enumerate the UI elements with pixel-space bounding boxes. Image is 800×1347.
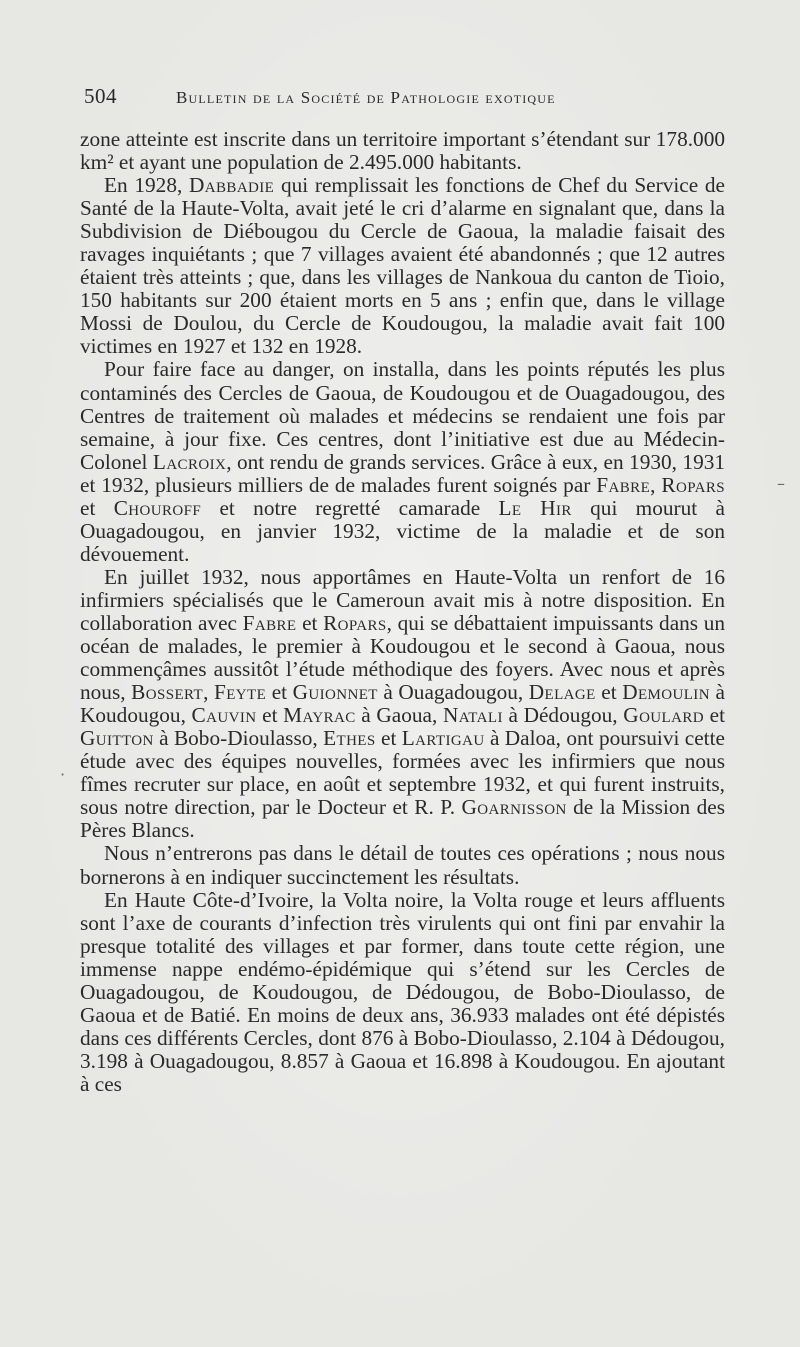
text-segment: En juillet 1932, nous apportâmes en Haute-Volta un renfort de 16 infirmiers spécialisés que le Cameroun avait mis à notre disposition. En collaboration avec [80, 564, 725, 635]
paragraph-reinforcement [80, 566, 725, 843]
text-segment: et notre regretté camarade [201, 495, 499, 520]
author-name: Natali [442, 703, 503, 728]
author-name: Demoulin [622, 680, 710, 705]
body-text [80, 128, 725, 1096]
paragraph-dabbadie [80, 174, 725, 358]
paragraph-treatment-centres [80, 358, 725, 565]
paragraph-continuation [80, 128, 725, 174]
author-name: Fabre [242, 610, 297, 635]
text-segment: à Ouagadougou, [377, 680, 529, 705]
text-segment: à Daloa, ont poursuivi cette étude avec des équipes nouvelles, formées avec les infirmiers que nous fîmes recruter sur place, en août et septembre 1932, et qui furent instruits, sous notre direction, par le Docteur et R. P. [80, 726, 725, 820]
text-segment: et [296, 610, 324, 635]
text-segment: et [595, 680, 623, 705]
text-segment: à Gaoua, [355, 703, 443, 728]
text-segment: , [203, 680, 214, 705]
text-segment: Pour faire face au danger, on installa, dans les points réputés les plus contaminés des Cercles de Gaoua, de Koudougou et de Ouagadougou, des Centres de traitement où malades et médecins se rendaient une fois par semaine, à jour fixe. Ces centres, dont l’initiative est due au Médecin-Colonel [80, 357, 725, 474]
text-segment: qui remplissait les fonctions de Chef du Service de Santé de la Haute-Volta, avait jeté le cri d’alarme en signalant que, dans la Subdivision de Diébougou du Cercle de Gaoua, la maladie faisait des ravages inquiétants ; que 7 villages avaient été abandonnés ; que 12 autres étaient très atteints ; que, dans les villages de Nankoua du canton de Tioio, 150 habitants sur 200 étaient morts en 5 ans ; enfin que, dans le village Mossi de Doulou, du Cercle de Koudougou, la maladie avait fait 100 victimes en 1927 et 132 en 1928. [80, 173, 725, 359]
running-title: Bulletin de la Société de Pathologie exotique [176, 88, 556, 107]
author-name: Cauvin [191, 703, 257, 728]
text-segment: En 1928, [104, 173, 189, 198]
text-segment: , qui se débattaient impuissants dans un océan de malades, le premier à Koudougou et le second à Gaoua, nous commençâmes aussitôt l’étude méthodique des foyers. Avec nous et après nous, [80, 610, 725, 705]
author-name: Goarnisson [461, 795, 567, 820]
text-segment: et [375, 726, 402, 751]
author-name: Lartigau [401, 726, 485, 751]
author-name: Ethes [323, 726, 376, 751]
text-segment: à Dédougou, [502, 703, 624, 728]
text-segment: et [266, 680, 293, 705]
text-segment: , ont rendu de grands services. Grâce à eux, en 1930, 1931 et 1932, plusieurs milliers de de malades furent soignés par [80, 449, 726, 497]
author-name: Ropars [661, 472, 725, 497]
margin-dash-mark: – [777, 474, 785, 493]
text-segment: de la Mission des Pères Blancs. [80, 795, 725, 843]
author-name: Guitton [80, 726, 154, 751]
text-segment: et [256, 703, 284, 728]
page-number: 504 [84, 84, 117, 108]
text-segment: Nous n’entrerons pas dans le détail de toutes ces opérations ; nous nous bornerons à en indiquer succinctement les résultats. [80, 841, 725, 889]
text-segment: , [650, 472, 662, 497]
author-name: Delage [528, 680, 596, 705]
author-name: Bossert [131, 680, 204, 705]
author-name: Fabre [596, 472, 651, 497]
author-name: Le Hir [498, 495, 572, 520]
text-segment: En Haute Côte-d’Ivoire, la Volta noire, la Volta rouge et leurs affluents sont l’axe de courants d’infection très virulents qui ont fini par envahir la presque totalité des villages et par former, dans toute cette région, une immense nappe endémo-épidémique qui s’étend sur les Cercles de Ouagadougou, de Koudougou, de Dédougou, de Bobo-Dioulasso, de Gaoua et de Batié. En moins de deux ans, 36.933 malades ont été dépistés dans ces différents Cercles, dont 876 à Bobo-Dioulasso, 2.104 à Dédougou, 3.198 à Ouagadougou, 8.857 à Gaoua et 16.898 à Koudougou. En ajoutant à ces [80, 887, 725, 1096]
page-header [84, 84, 724, 112]
paragraph-summary-intent [80, 842, 725, 888]
author-name: Goulard [623, 703, 704, 728]
author-name: Ropars [323, 610, 387, 635]
paragraph-haute-cote-divoire [80, 889, 725, 1096]
author-name: Guionnet [292, 680, 378, 705]
text-segment: zone atteinte est inscrite dans un territoire important s’étendant sur 178.000 km² et ayant une population de 2.495.000 habitants. [80, 127, 725, 175]
text-segment: et [80, 495, 114, 520]
author-name: Feyte [213, 680, 267, 705]
text-segment: à Koudougou, [80, 680, 725, 728]
author-name: Dabbadie [189, 173, 275, 198]
margin-dot-mark: · [60, 765, 66, 784]
author-name: Mayrac [283, 703, 356, 728]
author-name: Chouroff [113, 495, 202, 520]
text-segment: et [703, 703, 726, 728]
text-segment: à Bobo-Dioulasso, [153, 726, 324, 751]
text-segment: qui mourut à Ouagadougou, en janvier 1932, victime de la maladie et de son dévouement. [80, 495, 725, 566]
author-name: Lacroix [152, 449, 227, 474]
